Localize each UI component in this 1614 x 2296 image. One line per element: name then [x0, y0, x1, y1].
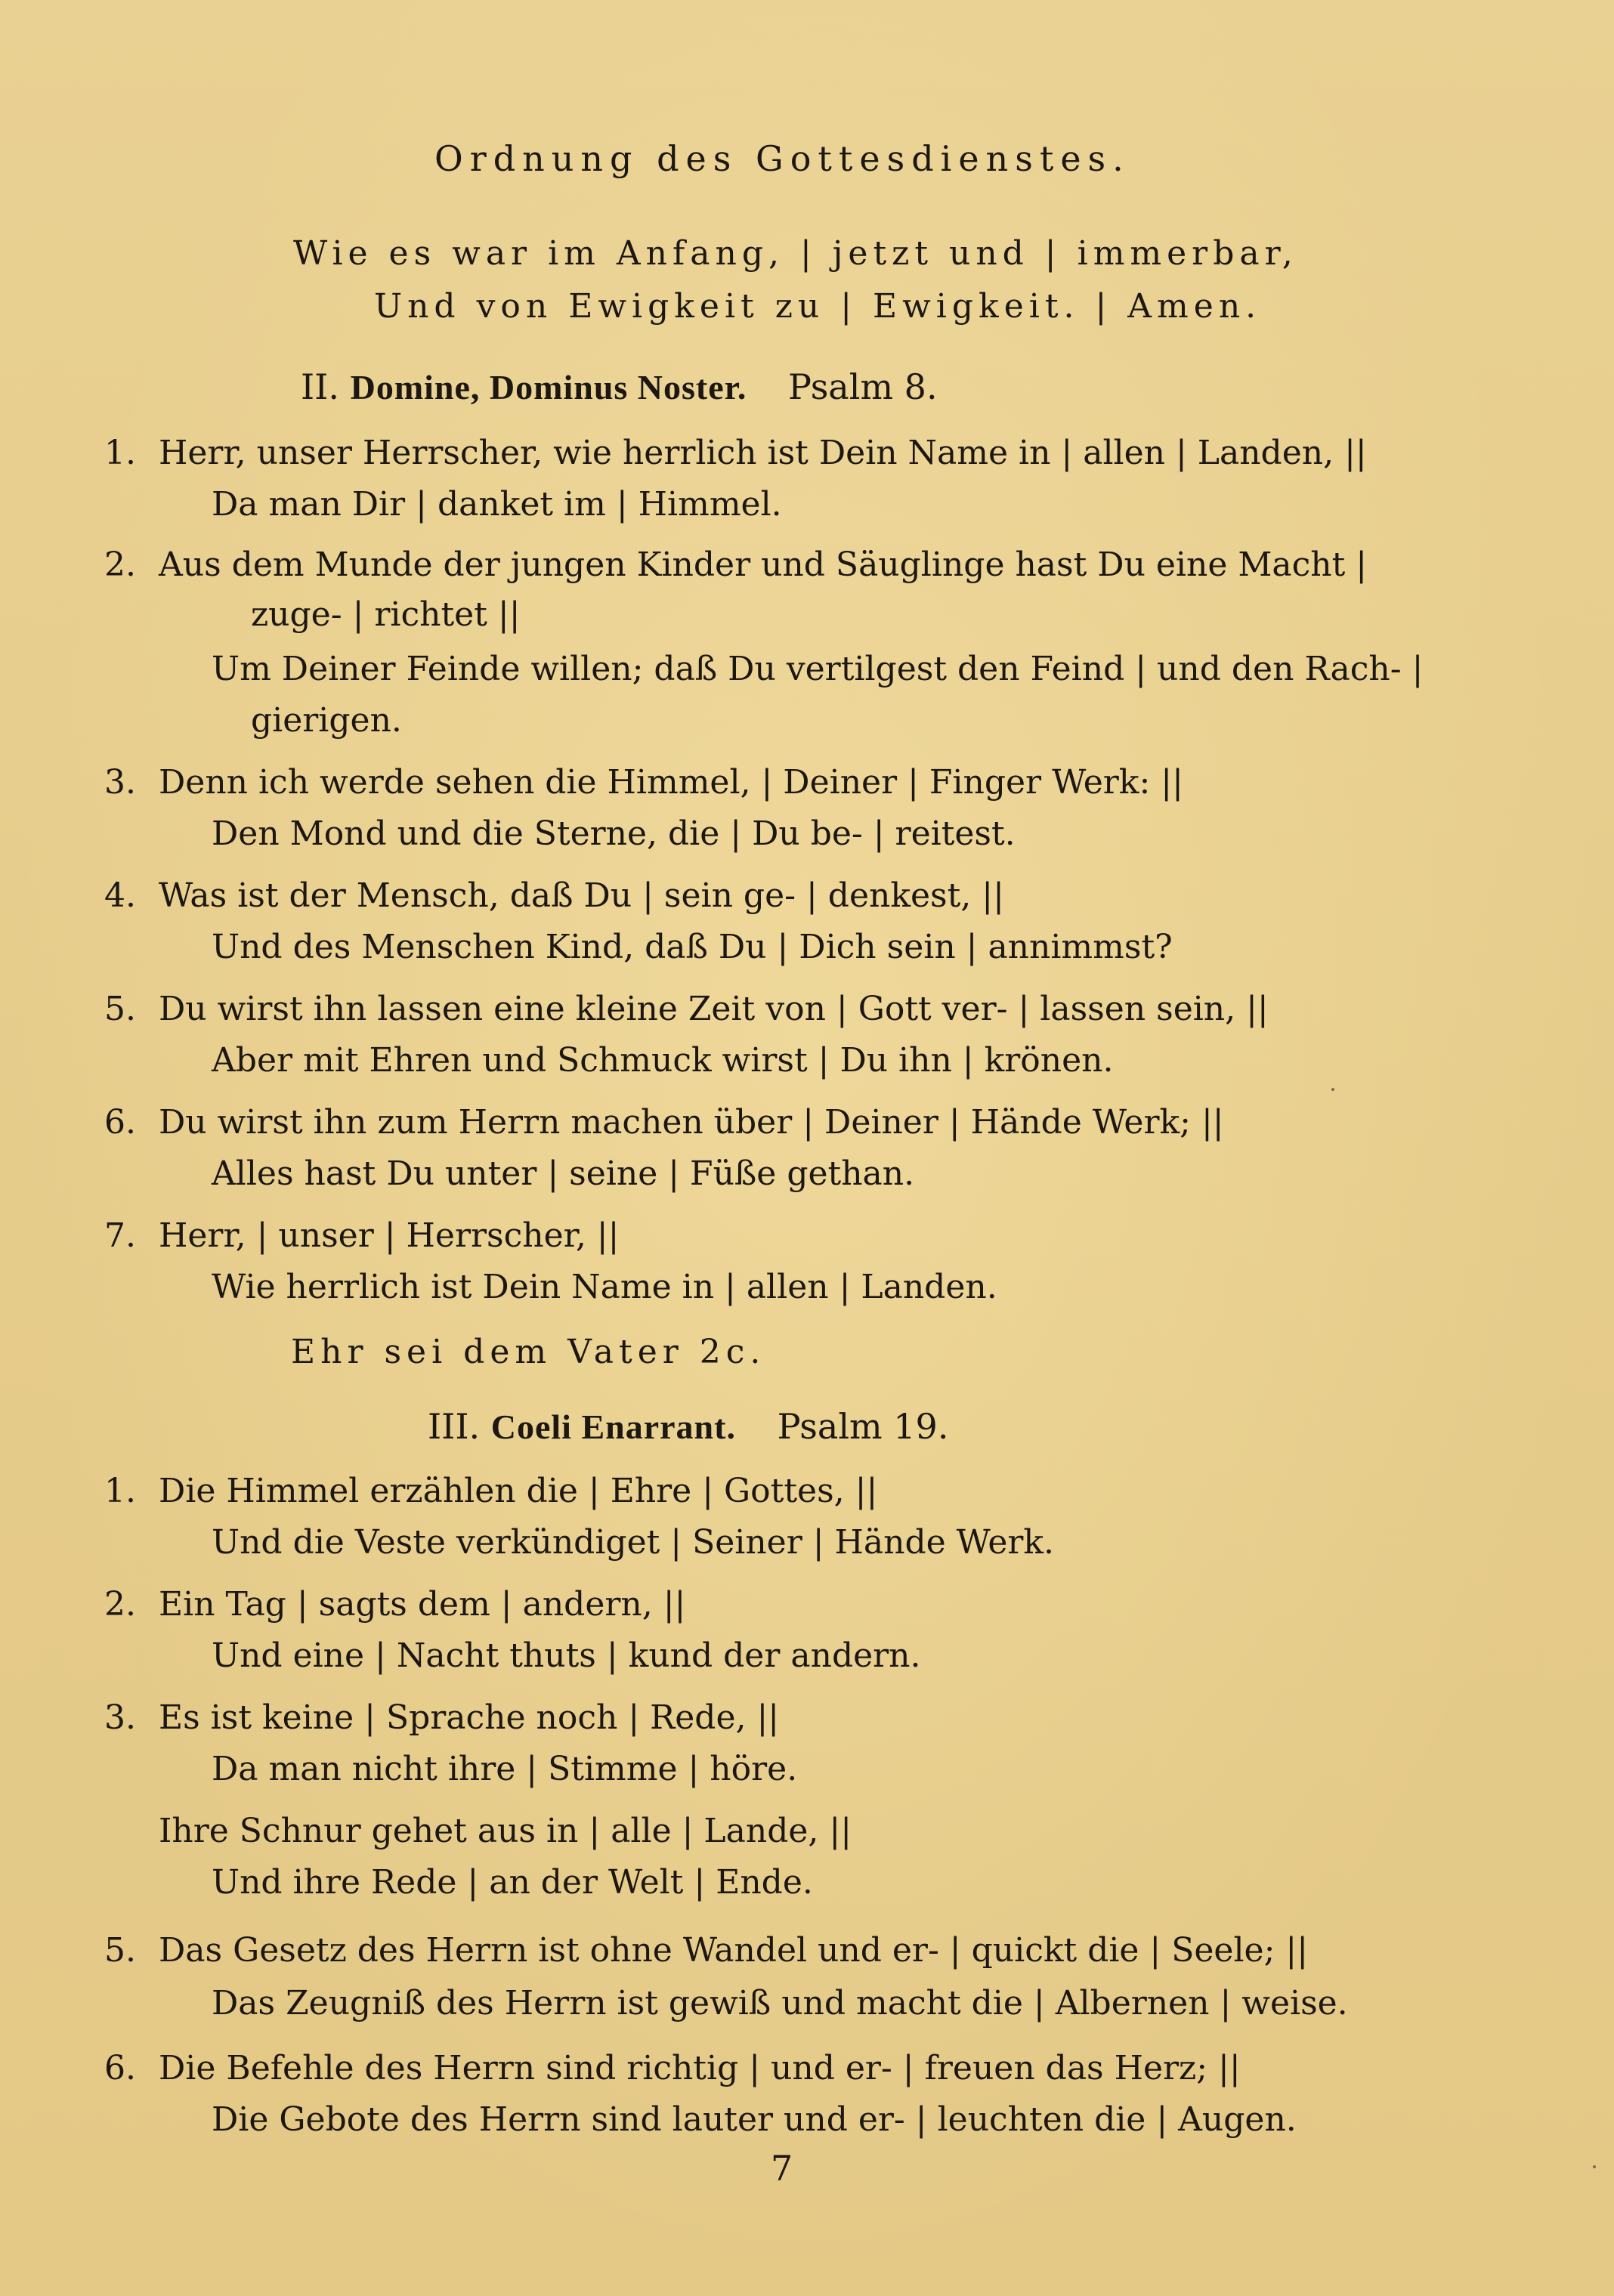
- verse-line: [104, 2047, 1241, 2090]
- verse-text: Die Befehle des Herrn sind richtig | und er- | freuen das Herz; ||: [159, 2049, 1241, 2087]
- verse-line: [104, 988, 1269, 1031]
- section-heading-psalm-8: [301, 366, 938, 409]
- verse-line: [104, 1102, 1224, 1144]
- verse-line: Ihre Schnur gehet aus in | alle | Lande, ||: [159, 1812, 852, 1850]
- verse-text: Herr, | unser | Herrscher, ||: [159, 1216, 620, 1255]
- section-title: Coeli Enarrant.: [490, 1408, 736, 1446]
- verse-line: Aber mit Ehren und Schmuck wirst | Du ihn | krönen.: [212, 1041, 1114, 1080]
- section-number: III.: [428, 1406, 481, 1447]
- verse-line: Und eine | Nacht thuts | kund der andern.: [212, 1636, 921, 1675]
- verse-number: 1.: [104, 434, 136, 472]
- verse-number: 3.: [104, 763, 136, 802]
- psalm-reference: Psalm 8.: [787, 366, 938, 407]
- verse-text: Was ist der Mensch, daß Du | sein ge- | denkest, ||: [159, 876, 1004, 915]
- section-number: II.: [301, 366, 339, 407]
- verse-line: Den Mond und die Sterne, die | Du be- | reitest.: [212, 814, 1016, 853]
- verse-number: 6.: [104, 2049, 136, 2087]
- verse-number: 2.: [104, 1585, 136, 1624]
- verse-line: [104, 1215, 619, 1257]
- verse-text: Denn ich werde sehen die Himmel, | Deiner | Finger Werk: ||: [159, 763, 1183, 802]
- verse-line: Und die Veste verkündiget | Seiner | Hände Werk.: [212, 1523, 1055, 1562]
- verse-line: [104, 544, 1367, 586]
- verse-line: [104, 762, 1183, 804]
- section-heading-psalm-19: [428, 1405, 948, 1448]
- verse-line: Die Gebote des Herrn sind lauter und er- | leuchten die | Augen.: [212, 2100, 1297, 2139]
- intro-line-2: Und von Ewigkeit zu | Ewigkeit. | Amen.: [374, 287, 1262, 326]
- verse-line: Da man Dir | danket im | Himmel.: [212, 485, 782, 524]
- verse-line: [104, 1697, 779, 1739]
- psalm-reference: Psalm 19.: [777, 1406, 949, 1447]
- verse-number: 5.: [104, 1931, 136, 1970]
- verse-number: 7.: [104, 1216, 136, 1255]
- verse-number: 4.: [104, 876, 136, 915]
- gloria-patri-line: Ehr sei dem Vater 2c.: [291, 1333, 766, 1371]
- paper-speck: [1593, 2165, 1596, 2168]
- verse-text: Aus dem Munde der jungen Kinder und Säuglinge hast Du eine Macht |: [159, 545, 1368, 584]
- paper-speck: [1331, 1088, 1334, 1091]
- verse-line: gierigen.: [251, 701, 402, 740]
- verse-text: Es ist keine | Sprache noch | Rede, ||: [159, 1698, 780, 1737]
- verse-text: Das Gesetz des Herrn ist ohne Wandel und er- | quickt die | Seele; ||: [159, 1931, 1309, 1970]
- verse-text: Du wirst ihn zum Herrn machen über | Deiner | Hände Werk; ||: [159, 1103, 1224, 1142]
- verse-line: [104, 1584, 685, 1626]
- verse-line: [104, 1470, 877, 1513]
- verse-line: zuge- | richtet ||: [251, 595, 521, 634]
- verse-number: 1.: [104, 1472, 136, 1510]
- verse-line: Und des Menschen Kind, daß Du | Dich sein | annimmst?: [212, 928, 1173, 966]
- verse-number: 6.: [104, 1103, 136, 1142]
- running-header: Ordnung des Gottesdienstes.: [434, 138, 1130, 179]
- section-title: Domine, Dominus Noster.: [350, 368, 747, 406]
- verse-number: 5.: [104, 990, 136, 1028]
- verse-line: Alles hast Du unter | seine | Füße gethan.: [212, 1154, 915, 1193]
- verse-line: Da man nicht ihre | Stimme | höre.: [212, 1750, 798, 1788]
- verse-line: [104, 875, 1004, 917]
- verse-number: 2.: [104, 545, 136, 584]
- verse-line: Und ihre Rede | an der Welt | Ende.: [212, 1863, 813, 1902]
- verse-text: Die Himmel erzählen die | Ehre | Gottes, ||: [159, 1472, 878, 1510]
- verse-number: 3.: [104, 1698, 136, 1737]
- verse-text: Du wirst ihn lassen eine kleine Zeit von | Gott ver- | lassen sein, ||: [159, 990, 1269, 1028]
- verse-text: Herr, unser Herrscher, wie herrlich ist Dein Name in | allen | Landen, ||: [159, 434, 1367, 472]
- verse-line: Um Deiner Feinde willen; daß Du vertilgest den Feind | und den Rach- |: [212, 650, 1424, 688]
- verse-line: [104, 432, 1367, 474]
- verse-line: [104, 1930, 1308, 1972]
- intro-line-1: Wie es war im Anfang, | jetzt und | immerbar,: [293, 234, 1298, 273]
- verse-line: Das Zeugniß des Herrn ist gewiß und macht die | Albernen | weise.: [212, 1984, 1348, 2023]
- verse-line: Wie herrlich ist Dein Name in | allen | Landen.: [212, 1268, 997, 1306]
- page-number: 7: [771, 2148, 793, 2189]
- verse-text: Ein Tag | sagts dem | andern, ||: [159, 1585, 686, 1624]
